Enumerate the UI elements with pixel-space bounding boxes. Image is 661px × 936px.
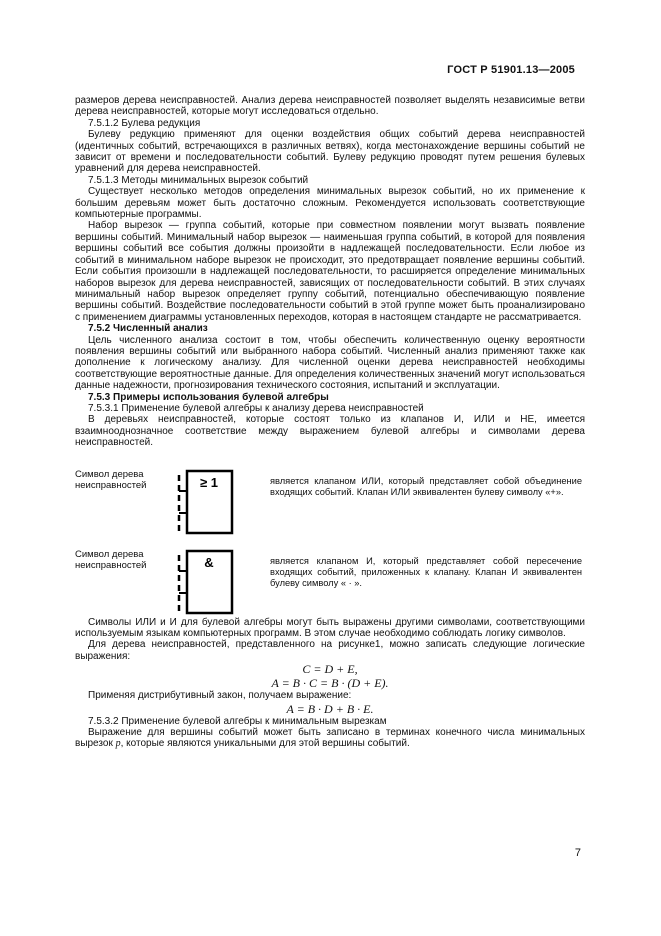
gate-description: является клапаном И, который представляет собой пересечение входящих событий, приложенных к клапану. Клапан И эквивалентен булеву символу « · ». [270,555,582,588]
paragraph: размеров дерева неисправностей. Анализ дерева неисправностей позволяет выделять независимые ветви дерева неисправностей, которые могут исследоваться отдельно. [75,95,585,118]
and-gate-icon [175,549,245,615]
section-heading: 7.5.2 Численный анализ [88,323,208,335]
or-gate-icon [175,469,245,535]
paragraph: В деревьях неисправностей, которые состоят только из клапанов И, ИЛИ и НЕ, имеется взаимнооднозначное соответствие между выражением булевой алгебры и символами дерева неисправностей. [75,414,585,449]
paragraph: Символы ИЛИ и И для булевой алгебры могут быть выражены другими символами, соответствующими используемым языкам компьютерных программ. В этом случае необходимо соблюдать логику символов. [75,616,585,639]
section-heading: 7.5.3.2 Применение булевой алгебры к минимальным вырезкам [88,715,387,727]
gate-label: Символ дерева неисправностей [75,468,147,491]
page-number: 7 [574,847,581,859]
section-heading: 7.5.1.2 Булева редукция [88,117,201,129]
variable-p: p [115,738,121,750]
paragraph-text: Выражение для вершины событий может быть записано в терминах конечного числа минимальных вырезок [75,727,585,750]
paragraph: Для дерева неисправностей, представленного на рисунке1, можно записать следующие логические выражения: [75,639,585,662]
or-gate-row [75,469,585,537]
formula: C = D + E, [302,662,358,677]
or-gate-symbol: ≥ 1 [200,474,218,490]
paragraph [75,727,585,750]
paragraph: Применяя дистрибутивный закон, получаем выражение: [88,690,352,702]
gate-label: Символ дерева неисправностей [75,548,147,571]
and-gate-symbol: & [204,554,214,570]
paragraph: Булеву редукцию применяют для оценки воздействия общих событий дерева неисправностей (идентичных событий, встречающихся в различных ветвях), когда местонахождение вершины событий не зависит от времени и последовательности событий. Булеву редукцию проводят путем решения булевых уравнений для дерева неисправностей. [75,129,585,175]
section-heading: 7.5.1.3 Методы минимальных вырезок событий [88,174,309,186]
gate-description: является клапаном ИЛИ, который представляет собой объединение входящих событий. Клапан ИЛИ эквивалентен булеву символу «+». [270,475,582,497]
paragraph: Существует несколько методов определения минимальных вырезок событий, но их применение к большим деревьям может быть достаточно сложным. Рекомендуется использовать соответствующие компьютерные программы. [75,186,585,221]
paragraph: Набор вырезок — группа событий, которые при совместном появлении могут вызвать появление вершины событий. Минимальный набор вырезок — наименьшая группа событий, в которой для появления вершины событий все события должны произойти в надлежащей последовательности. Если любое из событий в минимальном наборе вырезок не происходит, это предотвращает появление вершины событий. Если события произошли в надлежащей последовательности, то расширяется определение минимальных наборов вырезок для дерева неисправностей, зависящих от последовательности событий. В этих случаях минимальный набор вырезок определяет группу событий, потенциально обеспечивающую появление вершины событий. Воздействие последовательности событий в этой группе может быть проанализировано с применением диаграммы установленных переходов, которая в настоящем стандарте не рассматривается. [75,220,585,323]
standard-code: ГОСТ Р 51901.13—2005 [447,64,575,76]
and-gate-row [75,549,585,617]
section-heading: 7.5.3 Примеры использования булевой алгебры [88,391,329,403]
paragraph: Цель численного анализа состоит в том, чтобы обеспечить количественную оценку вероятности появления вершины событий или выбранного набора событий. Численный анализ применяют также как дополнение к логическому анализу. Для численной оценки дерева неисправностей необходимы соответствующие вероятностные данные. Для определения количественных значений могут использоваться данные надежности, прогнозирования технического состояния, испытаний и эксплуатации. [75,334,585,392]
paragraph-text: , которые являются уникальными для этой вершины событий. [120,738,410,750]
document-body [75,95,585,750]
formula: A = B · C = B · (D + E). [271,676,389,691]
section-heading: 7.5.3.1 Применение булевой алгебры к анализу дерева неисправностей [88,402,424,414]
formula: A = B · D + B · E. [286,701,374,716]
